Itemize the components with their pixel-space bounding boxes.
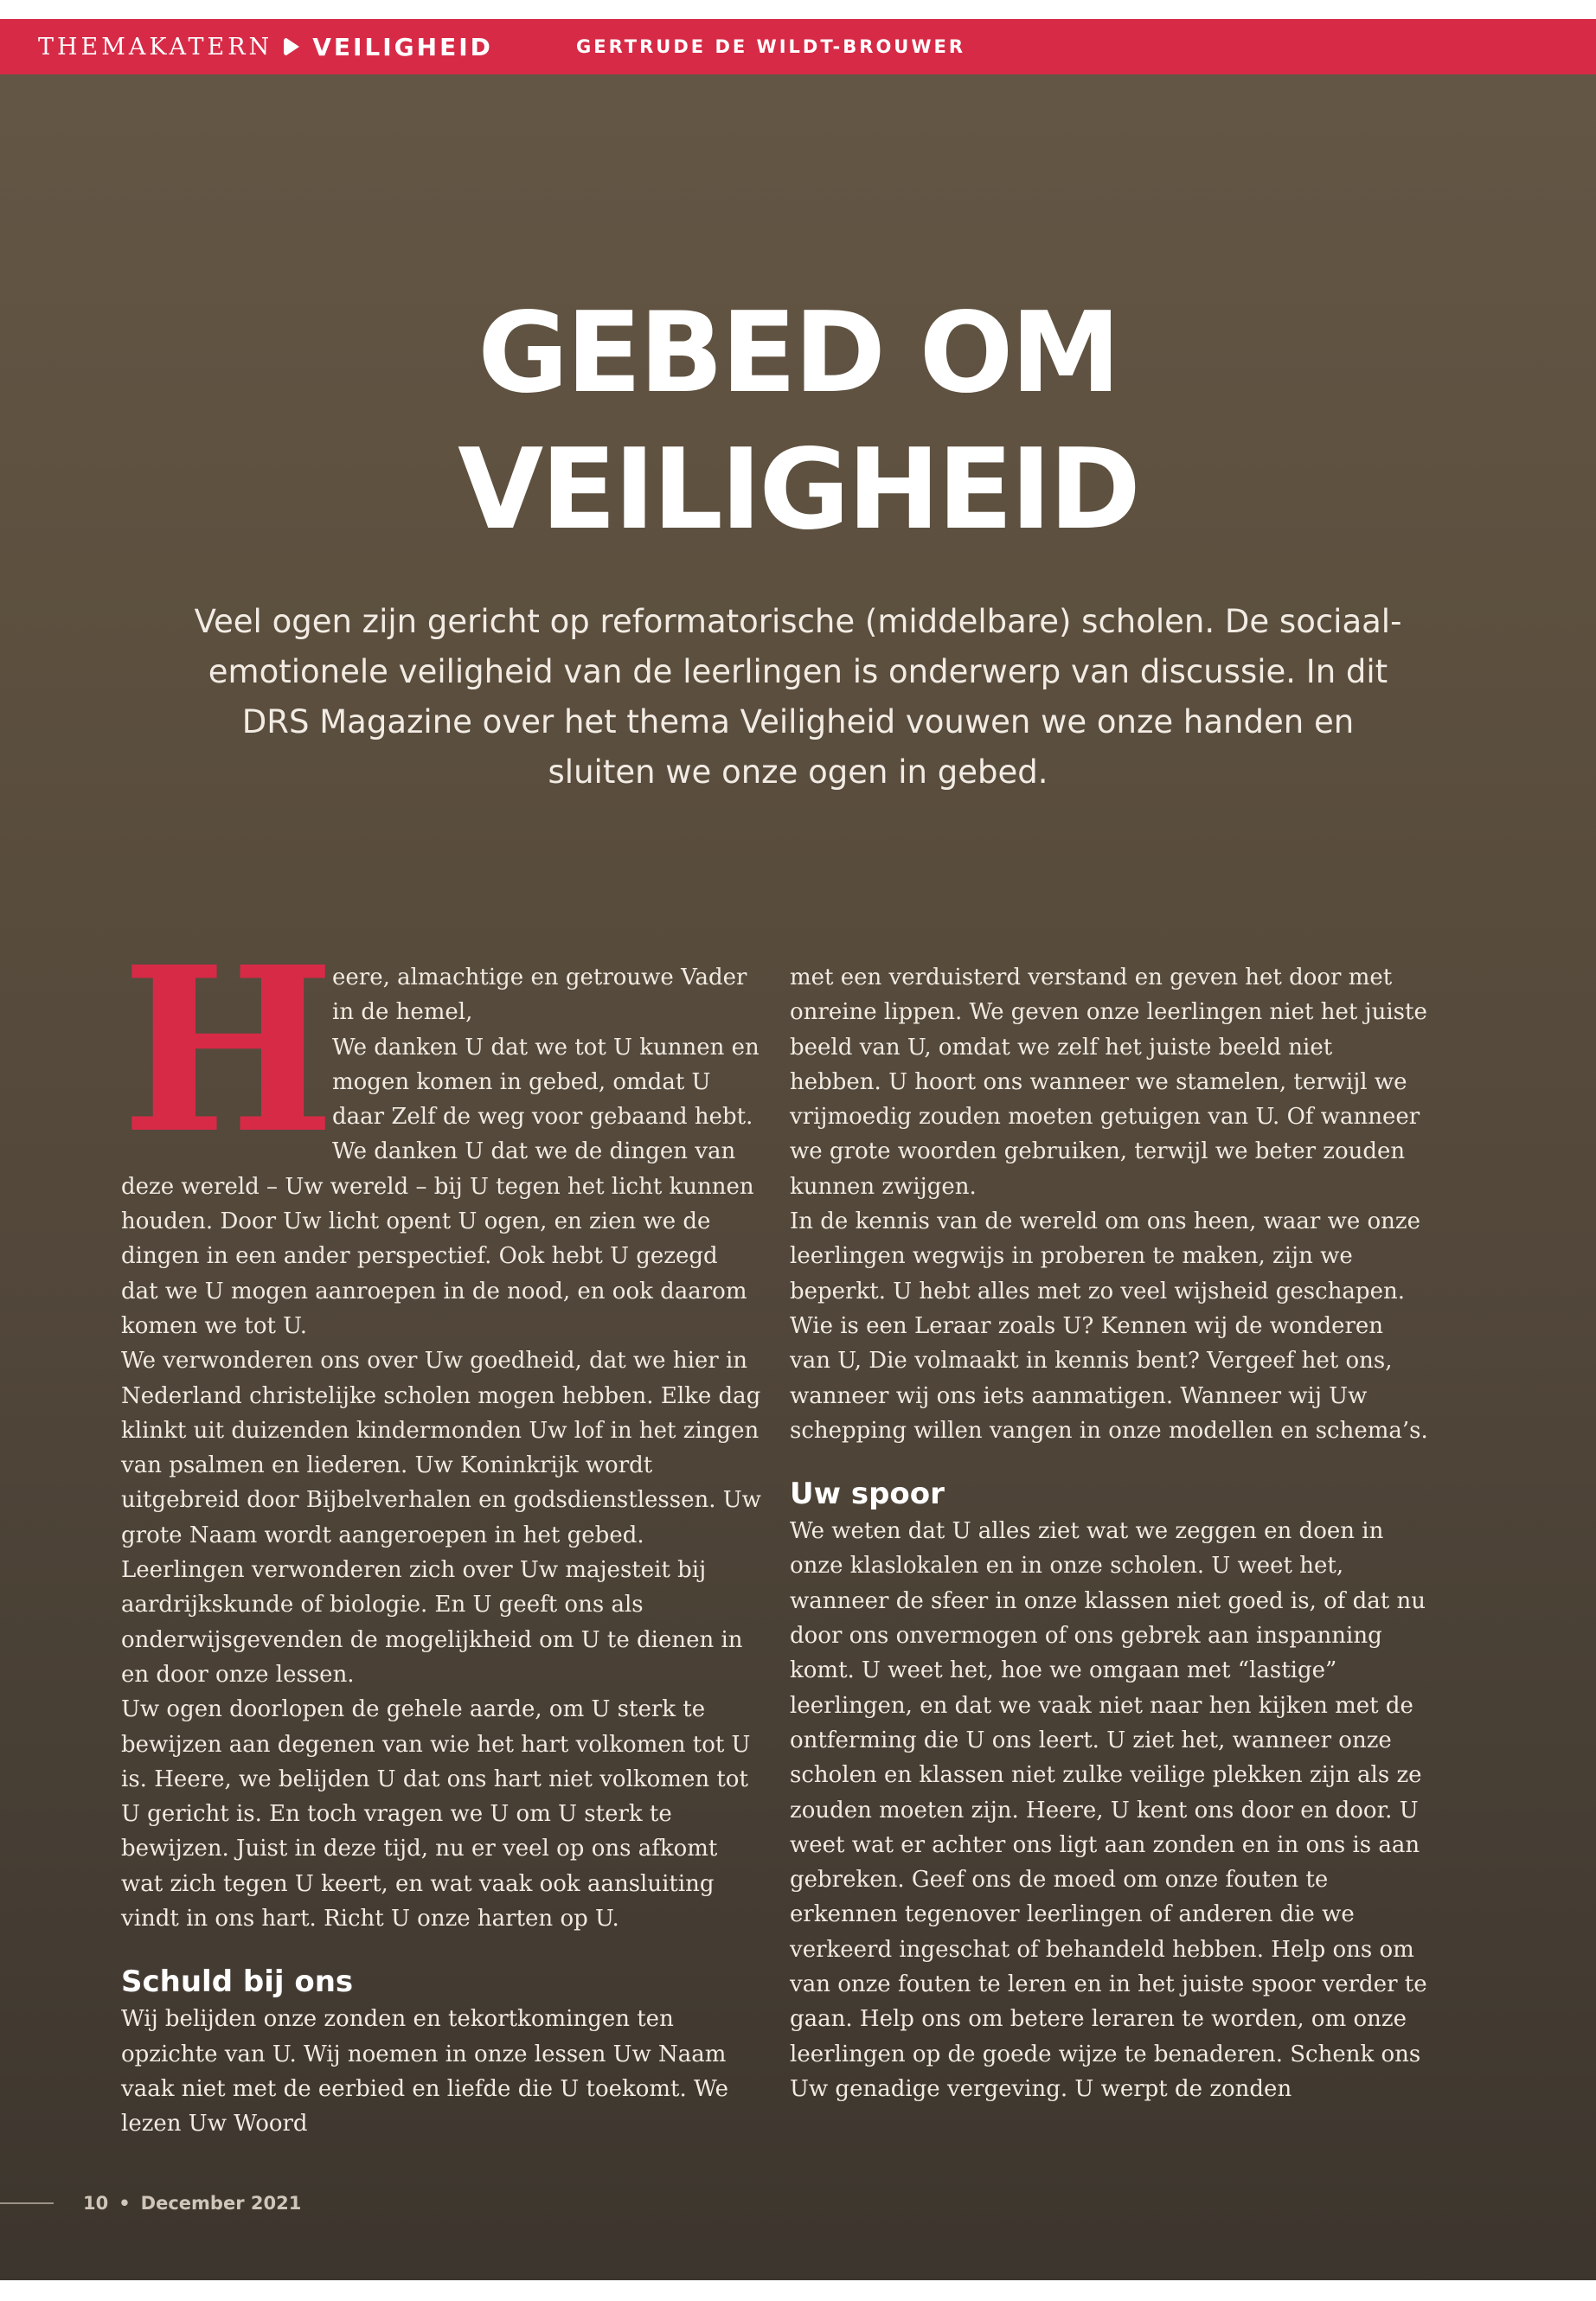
section-name: THEMAKATERN — [38, 33, 273, 61]
title-line-2: VEILIGHEID — [458, 426, 1138, 554]
body-paragraph: Uw ogen doorlopen de gehele aarde, om U sterk te bewijzen aan degenen van wie het hart volkomen tot U is. Heere, we belijden U dat ons hart niet volkomen tot U gericht is. En toch vragen we U om U sterk te bewijzen. Juist in deze tijd, nu er veel op ons afkomt wat zich tegen U keert, en wat vaak ook aansluiting vindt in ons hart. Richt U onze harten op U. — [121, 1696, 751, 1932]
body-column-left — [121, 917, 761, 2142]
issue-date: December 2021 — [140, 2193, 302, 2214]
subheading-schuld-bij-ons: Schuld bij ons — [121, 1965, 354, 2000]
section-topic: VEILIGHEID — [312, 32, 493, 61]
body-paragraph: We verwonderen ons over Uw goedheid, dat we hier in Nederland christelijke scholen mogen hebben. Elke dag klinkt uit duizenden kindermonden Uw lof in het zingen van psalmen en liederen. Uw Koninkrijk wordt uitgebreid door Bijbelverhalen en godsdienstlessen. Uw grote Naam wordt aangeroepen in het gebed. Leerlingen verwonderen zich over Uw majesteit bij aardrijkskunde of biologie. En U geeft ons als onderwijsgevenden de mogelijkheid om U te dienen in en door onze lessen. — [121, 1348, 761, 1688]
body-paragraph: We weten dat U alles ziet wat we zeggen en doen in onze klaslokalen en in onze scholen. U weet het, wanneer de sfeer in onze klassen niet goed is, of dat nu door ons onvermogen of ons gebrek aan inspanning komt. U weet het, hoe we omgaan met “lastige” leerlingen, en dat we vaak niet naar hen kijken met de ontferming die U ons leert. U ziet het, wanneer onze scholen en klassen niet zulke veilige plekken zijn als ze zouden moeten zijn. Heere, U kent ons door en door. U weet wat er achter ons ligt aan zonden en in ons is aan gebreken. Geef ons de moed om onze fouten te erkennen tegenover leerlingen of anderen die we verkeerd ingeschat of behandeld hebben. Help ons om van onze fouten te leren en in het juiste spoor verder te gaan. Help ons om betere leraren te worden, om onze leerlingen op de goede wijze te benaderen. Schenk ons Uw genadige vergeving. U werpt de zonden — [790, 1518, 1427, 2102]
article-title — [0, 285, 1596, 559]
body-column-right — [790, 960, 1430, 2106]
body-paragraph: met een verduisterd verstand en geven het door met onreine lippen. We geven onze leerlingen niet het juiste beeld van U, omdat we zelf het juiste beeld niet hebben. U hoort ons wanneer we stamelen, terwijl we vrijmoedig zouden moeten getuigen van U. Of wanneer we grote woorden gebruiken, terwijl we beter zouden kunnen zwijgen. — [790, 965, 1427, 1200]
author-name: GERTRUDE DE WILDT-BROUWER — [576, 36, 966, 57]
bottom-margin — [0, 2280, 1596, 2301]
footer-rule — [0, 2202, 54, 2204]
page-footer — [0, 2190, 301, 2216]
top-margin — [0, 0, 1596, 19]
subheading-uw-spoor: Uw spoor — [790, 1477, 945, 1512]
body-paragraph: eere, almachtige en getrouwe Vader in de hemel, — [332, 965, 747, 1026]
title-line-1: GEBED OM — [478, 289, 1118, 418]
page-number: 10 — [83, 2193, 109, 2214]
play-arrow-icon — [281, 36, 302, 57]
body-paragraph: Wij belijden onze zonden en tekortkomingen ten opzichte van U. Wij noemen in onze lessen Uw Naam vaak niet met de eerbied en liefde die U toekomt. We lezen Uw Woord — [121, 2006, 729, 2138]
footer-separator: • — [119, 2193, 131, 2214]
drop-cap: H — [121, 917, 336, 1183]
section-label — [38, 31, 493, 62]
section-header-bar — [0, 19, 1596, 74]
article-intro: Veel ogen zijn gericht op reformatorische (middelbare) scholen. De sociaal-emotionele veiligheid van de leerlingen is onderwerp van discussie. In dit DRS Magazine over het thema Veiligheid vouwen we onze handen en sluiten we onze ogen in gebed. — [194, 603, 1402, 791]
body-paragraph: In de kennis van de wereld om ons heen, waar we onze leerlingen wegwijs in proberen te maken, zijn we beperkt. U hebt alles met zo veel wijsheid geschapen. Wie is een Leraar zoals U? Kennen wij de wonderen van U, Die volmaakt in kennis bent? Vergeef het ons, wanneer wij ons iets aanmatigen. Wanneer wij Uw schepping willen vangen in onze modellen en schema’s. — [790, 1208, 1428, 1444]
body-paragraph: We danken U dat we tot U kunnen en mogen komen in gebed, omdat U daar Zelf de weg voor gebaand hebt. We danken U dat we de dingen van deze wereld – Uw wereld – bij U tegen het licht kunnen houden. Door Uw licht opent U ogen, en zien we de dingen in een ander perspectief. Ook hebt U gezegd dat we U mogen aanroepen in de nood, en ook daarom komen we tot U. — [121, 1034, 760, 1339]
